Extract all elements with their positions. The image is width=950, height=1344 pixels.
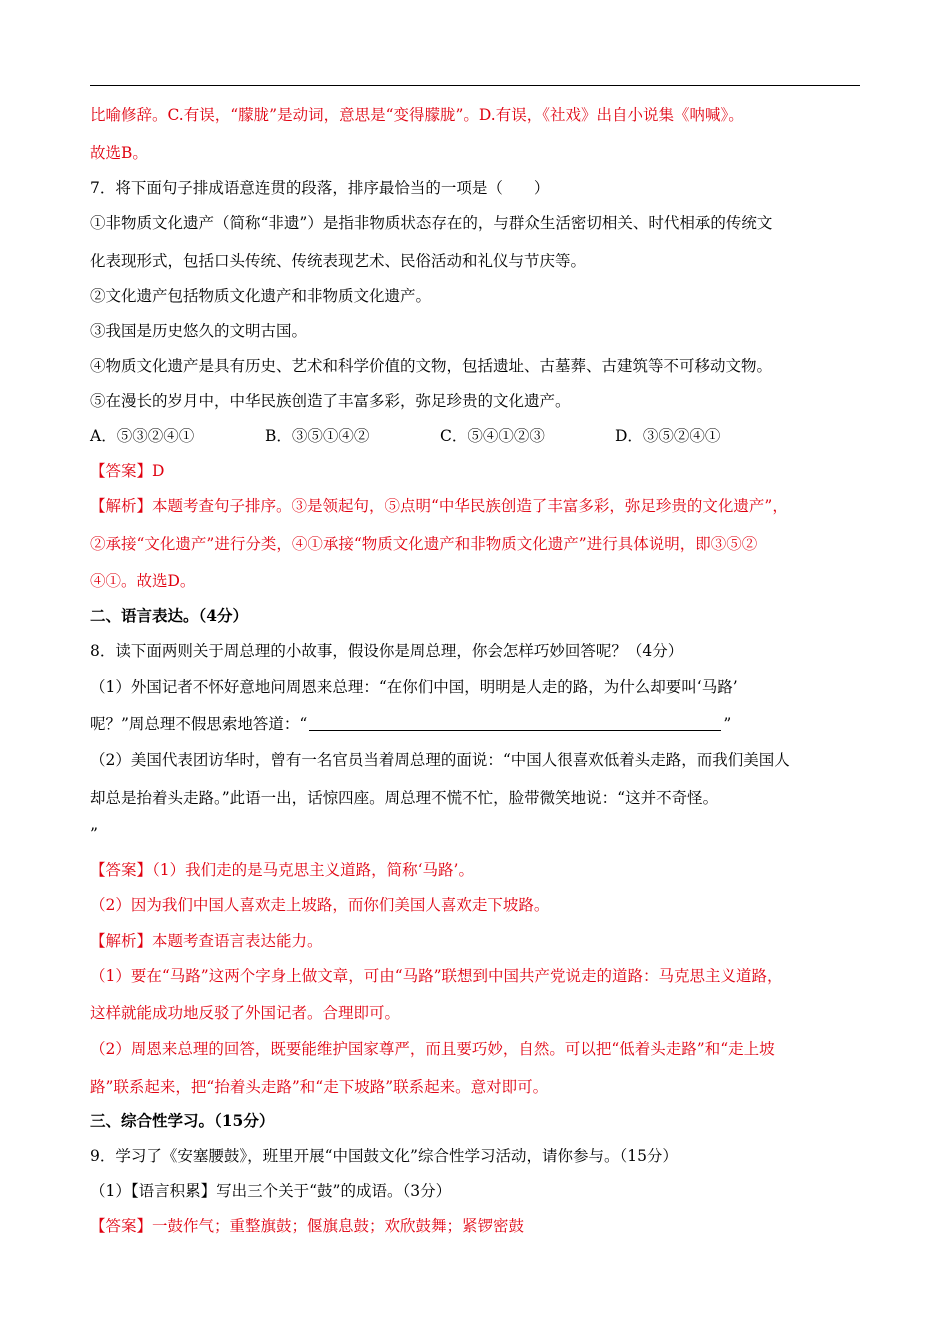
q9-stem: 9．学习了《安塞腰鼓》，班里开展“中国鼓文化”综合性学习活动，请你参与。（15分） [90, 1147, 678, 1165]
q7-sentence-5: ⑤在漫长的岁月中，中华民族创造了丰富多彩，弥足珍贵的文化遗产。 [90, 392, 571, 410]
q8-explanation-head: 【解析】本题考查语言表达能力。 [90, 932, 323, 950]
q8-explanation-2a: （2）周恩来总理的回答，既要能维护国家尊严，而且要巧妙，自然。可以把“低着头走路”和“走上坡 [90, 1040, 775, 1058]
q8-story-2c: ” [90, 825, 98, 843]
q7-answer: 【答案】D [90, 462, 165, 480]
q8-story-1b [90, 714, 731, 734]
prev-explanation-line2: 故选B。 [90, 144, 148, 162]
q7-options [90, 426, 790, 446]
q7-sentence-1a: ①非物质文化遗产（简称“非遗”）是指非物质状态存在的，与群众生活密切相关、时代相承的传统文 [90, 214, 773, 232]
q7-option-b: B．③⑤①④② [265, 427, 370, 445]
section-2-title: 二、语言表达。（4分） [90, 606, 249, 625]
q8-answer-1: 【答案】（1）我们走的是马克思主义道路，简称‘马路’。 [90, 861, 474, 879]
q8-story-1a: （1）外国记者不怀好意地问周恩来总理：“在你们中国，明明是人走的路，为什么却要叫‘马路’ [90, 678, 738, 696]
prev-explanation-line1: 比喻修辞。C.有误，“朦胧”是动词，意思是“变得朦胧”。D.有误，《社戏》出自小说集《呐喊》。 [90, 106, 744, 124]
q9-sub-1: （1）【语言积累】写出三个关于“鼓”的成语。（3分） [90, 1182, 452, 1200]
q7-sentence-1b: 化表现形式，包括口头传统、传统表现艺术、民俗活动和礼仪与节庆等。 [90, 252, 587, 270]
header-rule [90, 85, 860, 86]
q8-explanation-2b: 路”联系起来，把“抬着头走路”和“走下坡路”联系起来。意对即可。 [90, 1078, 549, 1096]
q7-sentence-3: ③我国是历史悠久的文明古国。 [90, 322, 308, 340]
q7-sentence-2: ②文化遗产包括物质文化遗产和非物质文化遗产。 [90, 287, 432, 305]
q8-explanation-1b: 这样就能成功地反驳了外国记者。合理即可。 [90, 1004, 401, 1022]
q9-answer-1: 【答案】一鼓作气；重整旗鼓；偃旗息鼓；欢欣鼓舞；紧锣密鼓 [90, 1217, 525, 1235]
q7-explanation-1: 【解析】本题考查句子排序。③是领起句，⑤点明“中华民族创造了丰富多彩，弥足珍贵的文化遗产”， [90, 497, 788, 515]
q8-story-2a: （2）美国代表团访华时，曾有一名官员当着周总理的面说：“中国人很喜欢低着头走路，而我们美国人 [90, 751, 790, 769]
q7-explanation-2: ②承接“文化遗产”进行分类，④①承接“物质文化遗产和非物质文化遗产”进行具体说明，即③⑤② [90, 535, 758, 553]
q7-explanation-3: ④①。故选D。 [90, 572, 196, 590]
q7-option-a: A．⑤③②④① [90, 427, 195, 445]
q7-stem: 7．将下面句子排成语意连贯的段落，排序最恰当的一项是（ ） [90, 179, 550, 197]
section-3-title: 三、综合性学习。（15分） [90, 1111, 275, 1130]
q8-story-1b-pre: 呢？”周总理不假思索地答道：“ [90, 715, 308, 733]
q7-option-c: C．⑤④①②③ [440, 427, 545, 445]
q8-explanation-1a: （1）要在“马路”这两个字身上做文章，可由“马路”联想到中国共产党说走的道路：马克思主义道路， [90, 967, 783, 985]
q8-answer-2: （2）因为我们中国人喜欢走上坡路，而你们美国人喜欢走下坡路。 [90, 896, 550, 914]
answer-blank[interactable] [309, 715, 721, 731]
q7-option-d: D．③⑤②④① [615, 427, 721, 445]
q8-story-1b-post: ” [723, 715, 732, 733]
q7-sentence-4: ④物质文化遗产是具有历史、艺术和科学价值的文物，包括遗址、古墓葬、古建筑等不可移动文物。 [90, 357, 773, 375]
q8-stem: 8．读下面两则关于周总理的小故事，假设你是周总理，你会怎样巧妙回答呢？（4分） [90, 642, 684, 660]
q8-story-2b: 却总是抬着头走路。”此语一出，话惊四座。周总理不慌不忙，脸带微笑地说：“这并不奇怪。 [90, 789, 719, 807]
